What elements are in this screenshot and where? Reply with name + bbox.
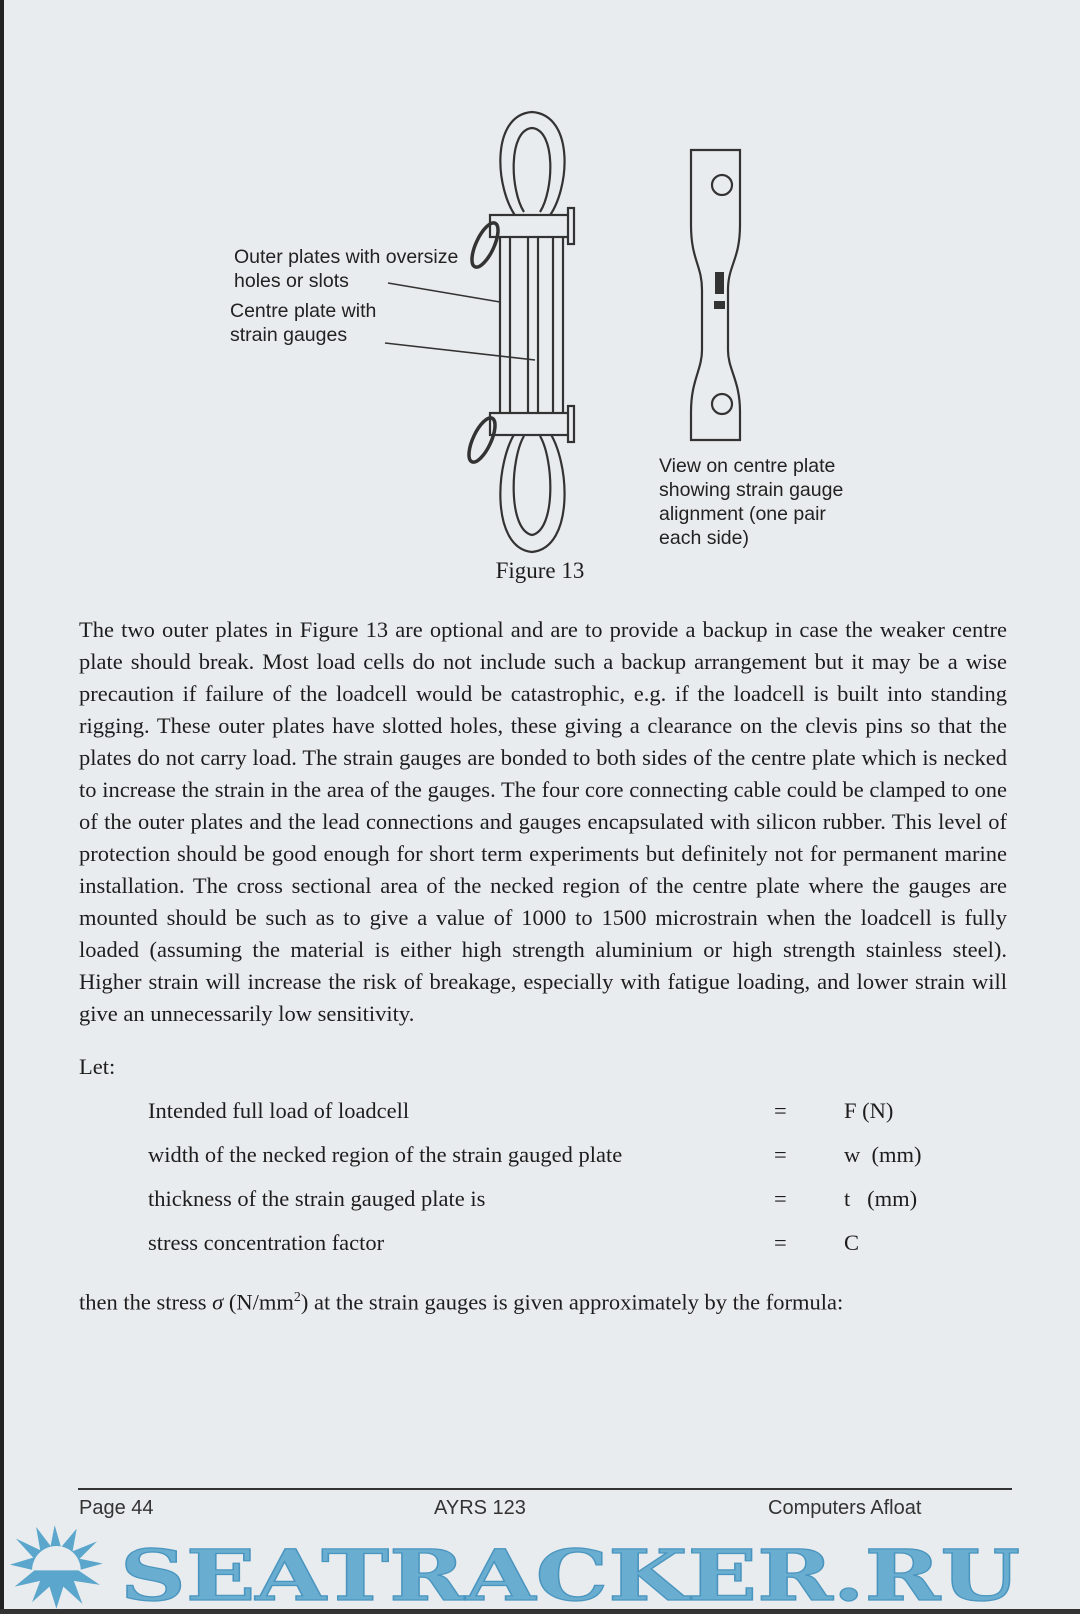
definition-value: F (N) [844, 1098, 894, 1123]
text-body [79, 614, 1007, 1319]
label-line: Centre plate with [230, 300, 377, 322]
footer-page-number: Page 44 [79, 1497, 154, 1519]
label-line: holes or slots [234, 270, 349, 292]
definition-value: C [844, 1230, 860, 1255]
definition-row [148, 1096, 1008, 1126]
equals-sign: = [774, 1230, 787, 1255]
watermark-text: SEATRACKER.RU [120, 1534, 1020, 1610]
definition-row [148, 1228, 1008, 1258]
definition-term: stress concentration factor [148, 1230, 385, 1255]
label-centre-plate-view [659, 454, 843, 550]
label-outer-plates [234, 245, 458, 293]
definition-row [148, 1140, 1008, 1170]
label-line: showing strain gauge [659, 479, 844, 501]
sun-icon [10, 1525, 103, 1609]
definition-term: width of the necked region of the strain gauged plate [148, 1142, 623, 1167]
equals-sign: = [774, 1142, 787, 1167]
label-line: Outer plates with oversize [234, 246, 459, 268]
footer-title: Computers Afloat [768, 1497, 922, 1519]
definition-row [148, 1184, 1008, 1214]
label-line: alignment (one pair [659, 503, 826, 525]
equals-sign: = [774, 1186, 787, 1211]
text: (N/mm [223, 1289, 294, 1315]
formula-intro [79, 1282, 1007, 1319]
equals-sign: = [774, 1098, 787, 1123]
loadcell-assembly-drawing [385, 112, 574, 552]
sigma-symbol: σ [212, 1289, 224, 1315]
definition-value: w (mm) [844, 1142, 922, 1167]
watermark-logo [0, 1524, 1080, 1610]
let-label: Let: [79, 1054, 116, 1079]
text: ) at the strain gauges is given approximately by the formula: [300, 1289, 844, 1315]
loadcell-figure [0, 0, 1080, 600]
body-paragraph: The two outer plates in Figure 13 are optional and are to provide a backup in case the weaker centre plate should break. Most load cells do not include such a backup arrangement but it may be a wise precaution if failure of the loadcell would be catastrophic, e.g. if the loadcell is built into standing rigging. These outer plates have slotted holes, these giving a clearance on the clevis pins so that the plates do not carry load. The strain gauges are bonded to both sides of the centre plate which is necked to increase the strain in the area of the gauges. The four core connecting cable could be clamped to one of the outer plates and the lead connections and gauges encapsulated with silicon rubber. This level of protection should be good enough for short term experiments but definitely not for permanent marine installation. The cross sectional area of the necked region of the centre plate where the gauges are mounted should be such as to give a value of 1000 to 1500 microstrain when the loadcell is fully loaded (assuming the material is either high strength aluminium or high strength stainless steel). Higher strain will increase the risk of breakage, especially with fatigue loading, and lower strain will give an unnecessarily low sensitivity. [79, 617, 1007, 1026]
footer-journal: AYRS 123 [434, 1497, 526, 1519]
definition-value: t (mm) [844, 1186, 918, 1211]
figure-caption: Figure 13 [495, 558, 585, 583]
footer-rule [78, 1488, 1012, 1490]
definition-term: Intended full load of loadcell [148, 1098, 410, 1123]
label-line: strain gauges [230, 324, 348, 346]
definition-term: thickness of the strain gauged plate is [148, 1186, 486, 1211]
label-line: View on centre plate [659, 455, 836, 477]
superscript: 2 [293, 1290, 301, 1305]
label-line: each side) [659, 527, 749, 549]
text: then the stress [79, 1289, 213, 1315]
centre-plate-view-drawing [691, 150, 740, 440]
label-centre-plate [230, 299, 376, 347]
